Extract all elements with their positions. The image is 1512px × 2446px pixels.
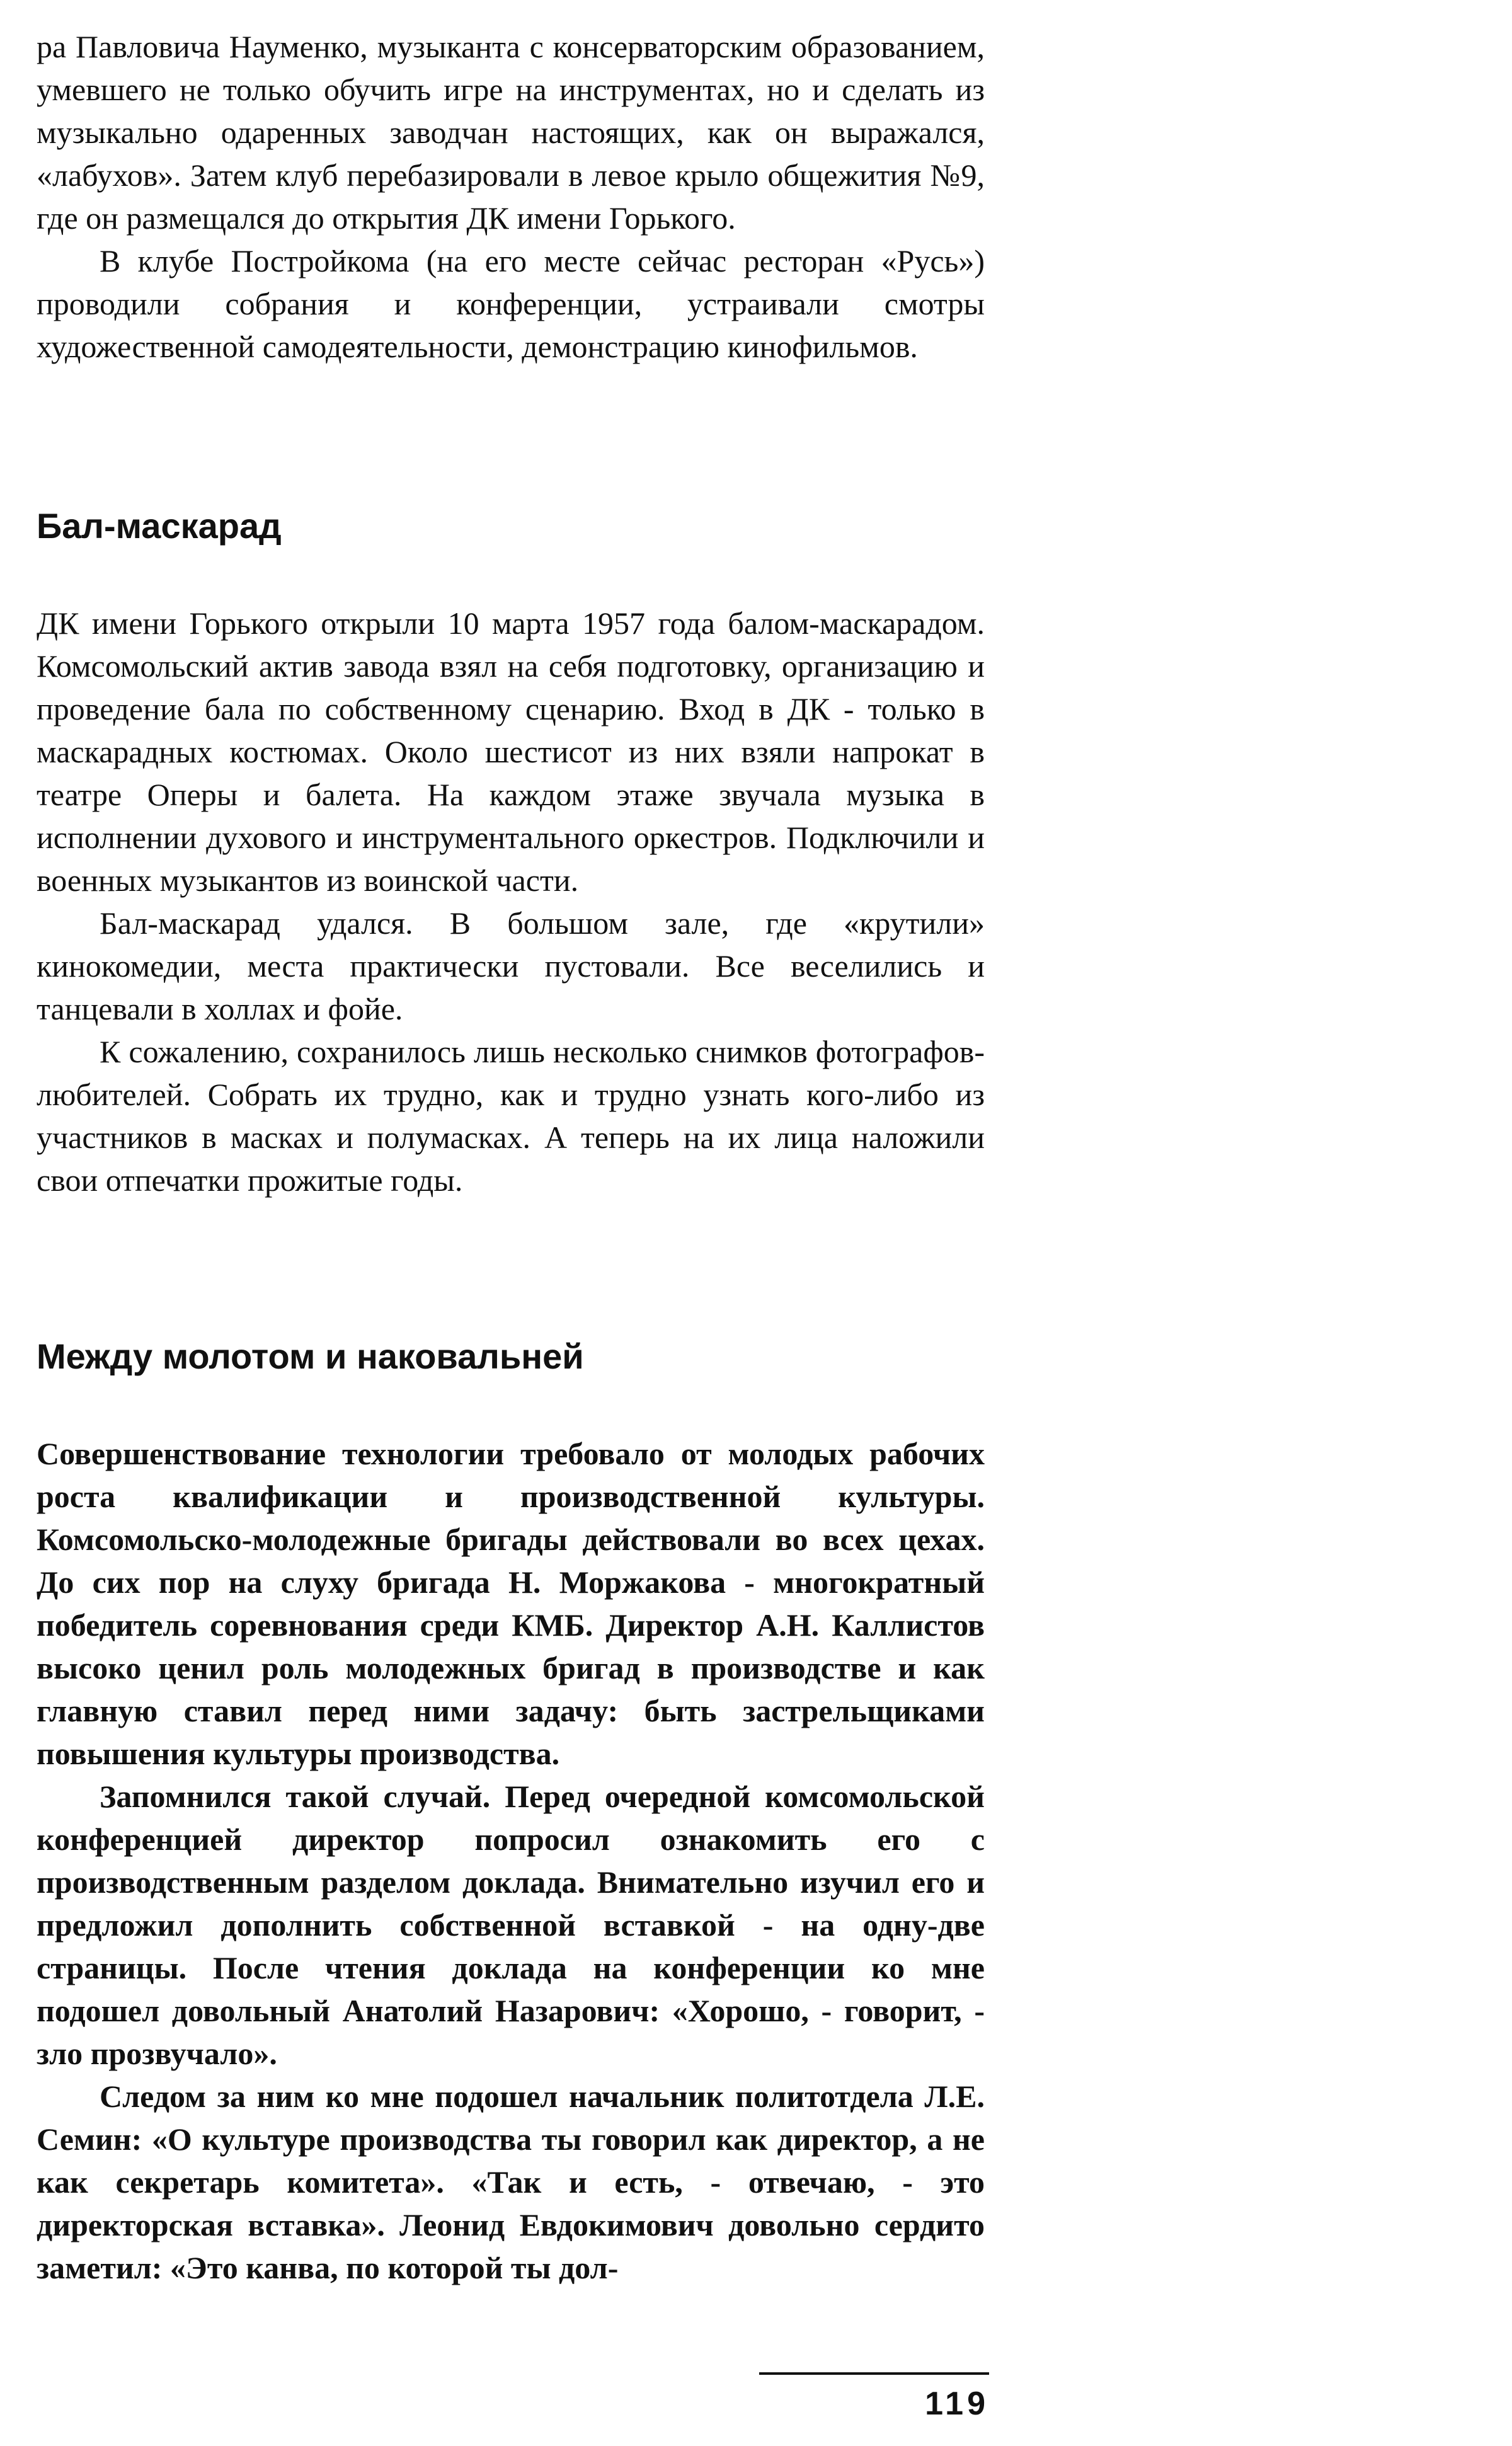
intro-text-block — [37, 25, 985, 368]
paragraph: Запомнился такой случай. Перед очередной комсомольской конференцией директор попросил ознакомить его с производственным разделом доклада. Внимательно изучил его и предложил дополнить собственной вставкой - на одну-две страницы. После чтения доклада на конференции ко мне подошел довольный Анатолий Назарович: «Хорошо, - говорит, - зло прозвучало». — [37, 1779, 985, 2071]
paragraph: В клубе Постройкома (на его месте сейчас ресторан «Русь») проводили собрания и конференции, устраивали смотры художественной самодеятельности, демонстрацию кинофильмов. — [37, 243, 985, 364]
paragraph: Совершенствование технологии требовало от молодых рабочих роста квалификации и производственной культуры. Комсомольско-молодежные бригады действовали во всех цехах. До сих пор на слуху бригада Н. Моржакова - многократный победитель соревнования среди КМБ. Директор А.Н. Каллистов высоко ценил роль молодежных бригад в производстве и как главную ставил перед ними задачу: быть застрельщиками повышения культуры производства. — [37, 1436, 985, 1771]
section-heading-bal-maskarad: Бал-маскарад — [37, 506, 282, 546]
footer-rule — [759, 2372, 989, 2375]
section-heading-mezhdu-molotom: Между молотом и наковальней — [37, 1336, 584, 1376]
paragraph: ДК имени Горького открыли 10 марта 1957 года балом-маскарадом. Комсомольский актив завода взял на себя подготовку, организацию и проведение бала по собственному сценарию. Вход в ДК - только в маскарадных костюмах. Около шестисот из них взяли напрокат в театре Оперы и балета. На каждом этаже звучала музыка в исполнении духового и инструментального оркестров. Подключили и военных музыкантов из воинской части. — [37, 606, 985, 898]
section-text-block — [37, 602, 985, 1202]
page-number: 119 — [925, 2386, 989, 2422]
paragraph: ра Павловича Науменко, музыканта с консерваторским образованием, умевшего не только обучить игре на инструментах, но и сделать из музыкально одаренных заводчан настоящих, как он выражался, «лабухов». Затем клуб перебазировали в левое крыло общежития №9, где он размещался до открытия ДК имени Горького. — [37, 29, 985, 236]
paragraph: Бал-маскарад удался. В большом зале, где «крутили» кинокомедии, места практически пустовали. Все веселились и танцевали в холлах и фойе. — [37, 905, 985, 1026]
section-text-block — [37, 1432, 985, 2289]
book-page — [37, 25, 985, 2420]
paragraph: Следом за ним ко мне подошел начальник политотдела Л.Е. Семин: «О культуре производства ты говорил как директор, а не как секретарь комитета». «Так и есть, - отвечаю, - это директорская вставка». Леонид Евдокимович довольно сердито заметил: «Это канва, по которой ты дол- — [37, 2079, 985, 2285]
paragraph: К сожалению, сохранилось лишь несколько снимков фотографов-любителей. Собрать их трудно, как и трудно узнать кого-либо из участников в масках и полумасках. А теперь на их лица наложили свои отпечатки прожитые годы. — [37, 1034, 985, 1198]
